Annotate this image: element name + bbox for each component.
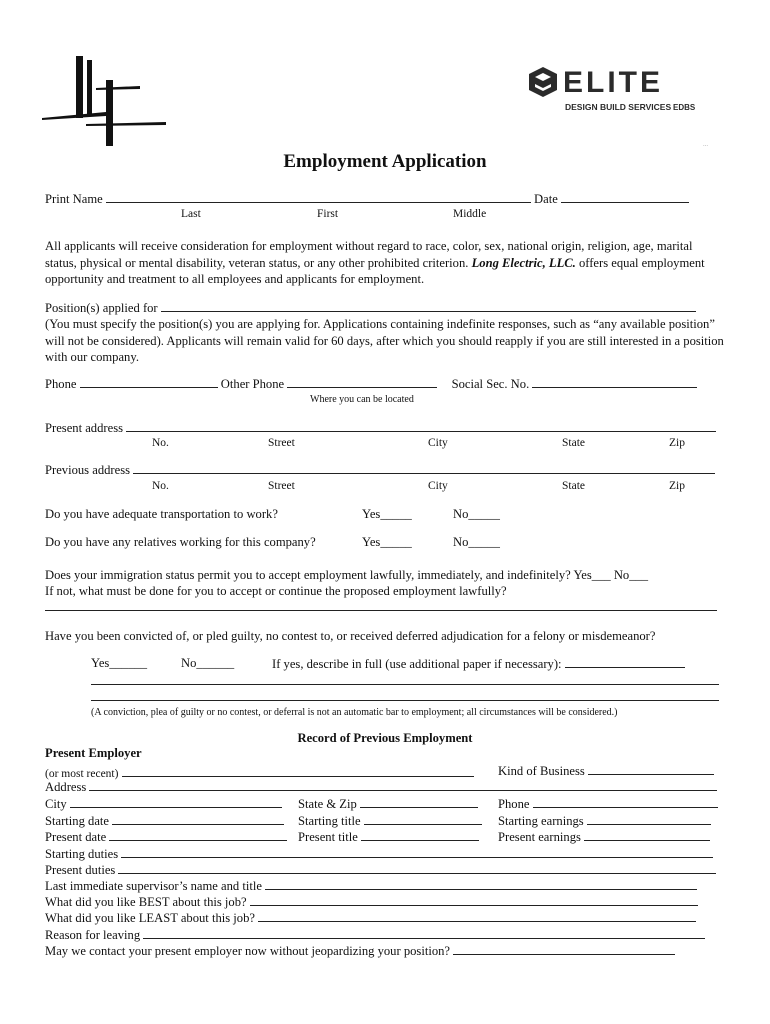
starting-title-field[interactable] [364, 813, 482, 825]
lt-logo-icon [40, 52, 170, 152]
previous-state: State [562, 480, 585, 492]
conviction-no[interactable]: No______ [181, 656, 235, 670]
conviction-describe-label: If yes, describe in full (use additional paper if necessary): [272, 657, 562, 671]
kind-business-field[interactable] [588, 763, 714, 775]
like-best-row [45, 894, 698, 910]
present-address-row [45, 420, 716, 436]
may-contact-label: May we contact your present employer now without jeopardizing your position? [45, 944, 450, 958]
conviction-describe-field[interactable] [565, 656, 685, 668]
previous-address-row [45, 462, 715, 478]
conviction-question: Have you been convicted of, or pled guilty, no contest to, or received deferred adjudication for a felony or misdemeanor? [45, 629, 656, 643]
present-zip: Zip [669, 437, 685, 449]
state-zip-row [298, 796, 478, 812]
kind-business-label: Kind of Business [498, 764, 585, 778]
position-label: Position(s) applied for [45, 301, 158, 315]
present-address-field[interactable] [126, 420, 716, 432]
present-title-field[interactable] [361, 829, 479, 841]
state-zip-field[interactable] [360, 796, 478, 808]
eeo-company: Long Electric, LLC. [471, 255, 576, 270]
like-least-label: What did you like LEAST about this job? [45, 911, 255, 925]
city-row [45, 796, 282, 812]
previous-address-label: Previous address [45, 463, 130, 477]
reason-leaving-label: Reason for leaving [45, 928, 141, 942]
print-name-field[interactable] [106, 191, 531, 203]
previous-city: City [428, 480, 448, 492]
relatives-question: Do you have any relatives working for this company? [45, 535, 316, 549]
present-state: State [562, 437, 585, 449]
conviction-line-2[interactable] [91, 700, 719, 701]
starting-earnings-field[interactable] [587, 813, 711, 825]
elite-brand: ELITE [563, 66, 664, 99]
conviction-yes[interactable]: Yes______ [91, 656, 148, 670]
conviction-describe-row [272, 656, 685, 672]
immigration-followup: If not, what must be done for you to accept or continue the proposed employment lawfully? [45, 584, 507, 598]
sub-first: First [317, 208, 339, 220]
starting-earnings-label: Starting earnings [498, 814, 584, 828]
state-zip-label: State & Zip [298, 797, 357, 811]
starting-duties-row [45, 846, 713, 862]
previous-zip: Zip [669, 480, 685, 492]
immigration-answer-line[interactable] [45, 610, 717, 611]
present-date-row [45, 829, 287, 845]
eeo-text-after: offers equal employment opportunity and treatment to all employees and applicants for employment. [45, 255, 705, 286]
most-recent-label: (or most recent) [45, 768, 119, 780]
position-note: (You must specify the position(s) you are applying for. Applications containing indefinite responses, such as “any available position” will not be considered). Applicants will remain valid for 60 days, after which you should reapply if you are still interested in a position with our company. [45, 317, 724, 364]
previous-no: No. [152, 480, 169, 492]
present-duties-field[interactable] [118, 862, 716, 874]
supervisor-row [45, 878, 697, 894]
relatives-yes[interactable]: Yes_____ [362, 535, 412, 549]
print-name-label: Print Name [45, 192, 103, 206]
date-field[interactable] [561, 191, 689, 203]
present-title-row [298, 829, 479, 845]
starting-title-label: Starting title [298, 814, 361, 828]
reason-leaving-row [45, 927, 705, 943]
starting-date-label: Starting date [45, 814, 110, 828]
present-earnings-row [498, 829, 710, 845]
relatives-no[interactable]: No_____ [453, 535, 500, 549]
employer-phone-label: Phone [498, 797, 530, 811]
conviction-note: (A conviction, plea of guilty or no contest, or deferral is not an automatic bar to employment; all circumstances will be considered.) [91, 707, 618, 718]
phone-field[interactable] [80, 376, 218, 388]
elite-suffix: EDBS [673, 103, 696, 112]
may-contact-row [45, 943, 675, 959]
transport-no[interactable]: No_____ [453, 507, 500, 521]
immigration-question: Does your immigration status permit you to accept employment lawfully, immediately, and indefinitely? Yes___ No___ [45, 568, 649, 582]
present-street: Street [268, 437, 295, 449]
may-contact-field[interactable] [453, 943, 675, 955]
ssn-label: Social Sec. No. [451, 377, 530, 391]
like-least-row [45, 910, 696, 926]
conviction-line-1[interactable] [91, 684, 719, 685]
present-date-label: Present date [45, 830, 107, 844]
present-duties-label: Present duties [45, 863, 116, 877]
elite-logo [505, 40, 715, 148]
present-earnings-label: Present earnings [498, 830, 581, 844]
print-name-row [45, 191, 689, 207]
record-heading: Record of Previous Employment [297, 731, 473, 745]
reason-leaving-field[interactable] [143, 927, 705, 939]
eeo-statement [45, 238, 725, 288]
previous-street: Street [268, 480, 295, 492]
starting-duties-label: Starting duties [45, 847, 119, 861]
employer-address-field[interactable] [89, 779, 717, 791]
employer-phone-row [498, 796, 718, 812]
present-no: No. [152, 437, 169, 449]
like-least-field[interactable] [258, 910, 696, 922]
eeo-text-before: All applicants will receive consideration for employment without regard to race, color, sex, national origin, religion, age, marital status, physical or mental disability, veteran status, or any other prohibited criterion. [45, 239, 693, 270]
lt-logo-text: LE [40, 52, 42, 53]
present-title-label: Present title [298, 830, 358, 844]
page-title: Employment Application [283, 151, 487, 172]
phone-label: Phone [45, 377, 77, 391]
elite-dots: ... [703, 142, 709, 148]
phone-row [45, 376, 697, 392]
starting-duties-field[interactable] [121, 846, 713, 858]
sub-middle: Middle [453, 208, 487, 220]
sub-last: Last [181, 208, 201, 220]
position-field[interactable] [161, 300, 696, 312]
other-phone-label: Other Phone [220, 377, 285, 391]
located-note: Where you can be located [310, 394, 414, 405]
starting-earnings-row [498, 813, 711, 829]
kind-business-row [498, 763, 714, 779]
employer-address-label: Address [45, 780, 87, 794]
like-best-field[interactable] [250, 894, 698, 906]
other-phone-field[interactable] [287, 376, 437, 388]
employer-city-label: City [45, 797, 67, 811]
elite-tagline: DESIGN BUILD SERVICES [565, 102, 672, 112]
present-employer-heading: Present Employer [45, 746, 142, 760]
present-city: City [428, 437, 448, 449]
transport-question: Do you have adequate transportation to work? [45, 507, 278, 521]
present-date-field[interactable] [109, 829, 287, 841]
employer-phone-field[interactable] [533, 796, 718, 808]
employer-city-field[interactable] [70, 796, 282, 808]
present-earnings-field[interactable] [584, 829, 710, 841]
supervisor-field[interactable] [265, 878, 697, 890]
date-label: Date [534, 192, 558, 206]
previous-address-field[interactable] [133, 462, 715, 474]
employer-address-row [45, 779, 717, 795]
elite-cube-icon [505, 40, 715, 148]
employer-field[interactable] [122, 765, 474, 777]
starting-date-row [45, 813, 284, 829]
position-row [45, 300, 696, 316]
starting-title-row [298, 813, 482, 829]
supervisor-label: Last immediate supervisor’s name and title [45, 879, 262, 893]
present-duties-row [45, 862, 716, 878]
starting-date-field[interactable] [112, 813, 284, 825]
ssn-field[interactable] [532, 376, 697, 388]
transport-yes[interactable]: Yes_____ [362, 507, 412, 521]
like-best-label: What did you like BEST about this job? [45, 895, 247, 909]
present-address-label: Present address [45, 421, 123, 435]
